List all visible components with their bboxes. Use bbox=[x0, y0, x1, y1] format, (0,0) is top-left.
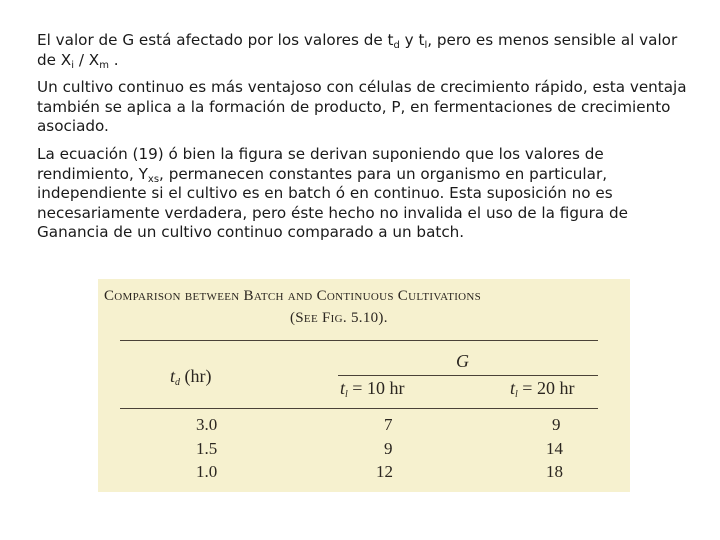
table-header-rule bbox=[120, 408, 598, 409]
table-cell-g20: 18 bbox=[546, 462, 563, 481]
paragraph-continuous-culture: Un cultivo continuo es más ventajoso con células de crecimiento rápido, esta ventaja también se aplica a la formación de producto, P, en fermentaciones de crecimiento asociado. bbox=[37, 78, 687, 135]
comparison-table-image bbox=[98, 279, 630, 492]
paragraph-yield-assumption bbox=[37, 145, 687, 243]
header-subscript: l bbox=[515, 389, 518, 400]
table-cell-g20: 14 bbox=[546, 439, 563, 458]
header-subscript: d bbox=[175, 377, 181, 388]
header-value: = 20 hr bbox=[517, 378, 575, 398]
table-cell-g10: 7 bbox=[384, 415, 393, 434]
text-segment: El valor de G está afectado por los valores de t bbox=[37, 31, 394, 49]
subscript: i bbox=[71, 59, 74, 71]
text-segment: / X bbox=[74, 50, 100, 69]
text-segment: , pero es menos sensible al valor de X bbox=[37, 31, 678, 69]
group-underline bbox=[338, 375, 598, 376]
header-unit: (hr) bbox=[180, 366, 212, 386]
column-header-tl-20 bbox=[510, 378, 574, 400]
header-value: = 10 hr bbox=[347, 378, 405, 398]
table-title-line2: (See Fig. 5.10). bbox=[290, 310, 388, 326]
table-title-line1: Comparison between Batch and Continuous Cultivations bbox=[104, 288, 482, 304]
subscript: xs bbox=[147, 173, 160, 185]
text-segment: La ecuación (19) ó bien la figura se derivan suponiendo que los valores de rendimiento, Y bbox=[37, 145, 604, 183]
header-variable: t bbox=[340, 378, 346, 398]
column-header-td bbox=[170, 366, 212, 388]
header-variable: t bbox=[510, 378, 516, 398]
header-subscript: l bbox=[345, 389, 348, 400]
subscript: m bbox=[99, 59, 109, 71]
table-cell-g10: 12 bbox=[376, 462, 393, 481]
table-top-rule bbox=[120, 340, 598, 341]
subscript: d bbox=[393, 40, 400, 51]
table-cell-td: 1.5 bbox=[196, 439, 218, 458]
column-header-tl-10 bbox=[340, 378, 404, 400]
subscript: l bbox=[424, 40, 428, 51]
paragraph-g-sensitivity bbox=[37, 31, 687, 70]
text-segment: y t bbox=[399, 31, 425, 49]
text-segment: . bbox=[108, 50, 119, 69]
table-cell-td: 3.0 bbox=[196, 415, 218, 434]
text-segment: , permanecen constantes para un organismo en particular, independiente si el cultivo es en batch ó en continuo. Esta suposición no es necesariamente verdadera, pero éste hecho no invalida el uso de la figura de Ganancia de un cultivo continuo comparado a un batch. bbox=[37, 164, 628, 241]
table-cell-g20: 9 bbox=[552, 415, 561, 434]
table-cell-td: 1.0 bbox=[196, 462, 218, 481]
group-header-g: G bbox=[456, 351, 469, 371]
table-cell-g10: 9 bbox=[384, 439, 393, 458]
header-variable: t bbox=[170, 366, 176, 386]
